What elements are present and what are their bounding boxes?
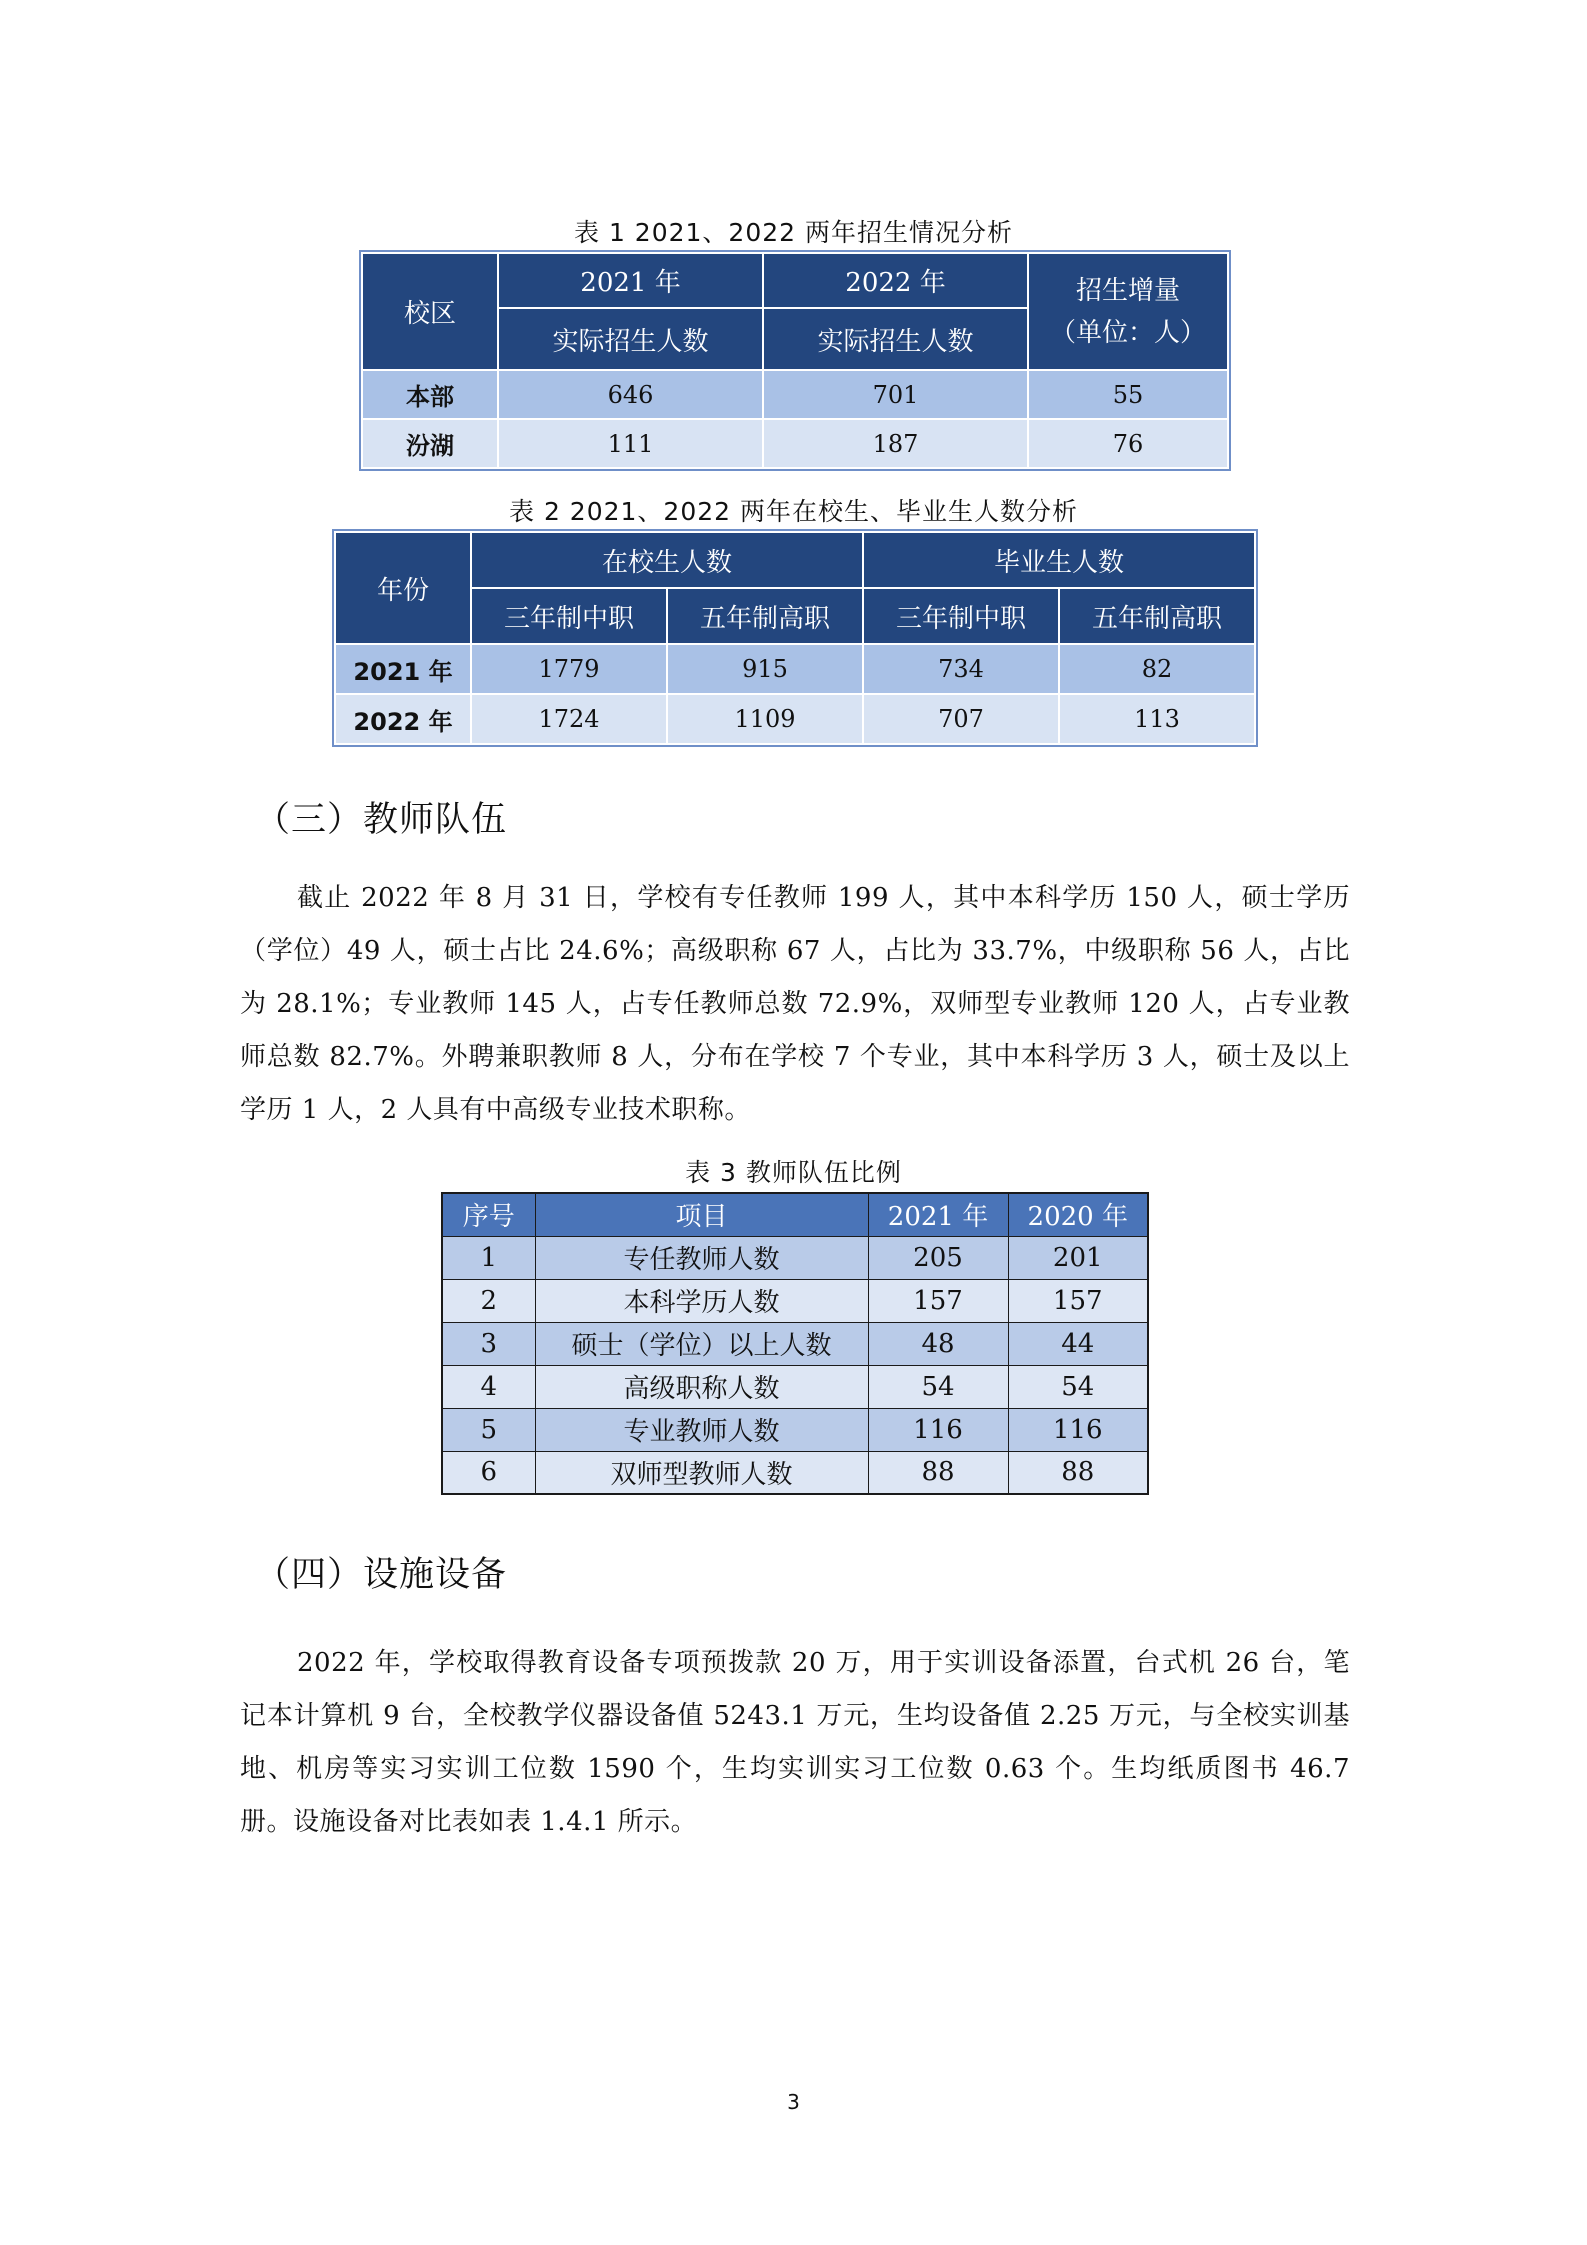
table1-header-2021: 2021 年 xyxy=(498,253,763,308)
table2-cell-year: 2021 年 xyxy=(335,644,471,694)
table1-cell: 701 xyxy=(763,370,1028,419)
table1-caption: 表 1 2021、2022 两年招生情况分析 xyxy=(574,218,1013,247)
table-row xyxy=(442,1451,1148,1494)
table1-cell-campus: 本部 xyxy=(362,370,498,419)
table3-cell: 88 xyxy=(1008,1451,1148,1494)
table2-header-sub: 五年制高职 xyxy=(1059,588,1255,644)
table1-cell: 187 xyxy=(763,419,1028,468)
table3-header-2020: 2020 年 xyxy=(1008,1193,1148,1236)
table2-cell: 82 xyxy=(1059,644,1255,694)
table3-cell-no: 2 xyxy=(442,1279,535,1322)
table3-cell-item: 专业教师人数 xyxy=(535,1408,868,1451)
table3-header-item: 项目 xyxy=(535,1193,868,1236)
table2-cell: 1779 xyxy=(471,644,667,694)
table3-cell: 201 xyxy=(1008,1236,1148,1279)
table-row xyxy=(442,1322,1148,1365)
table1-cell: 111 xyxy=(498,419,763,468)
table3-cell-item: 专任教师人数 xyxy=(535,1236,868,1279)
table1 xyxy=(361,252,1229,469)
table-row xyxy=(442,1279,1148,1322)
section4-heading: （四）设施设备 xyxy=(255,1555,508,1595)
table2-header-sub: 五年制高职 xyxy=(667,588,863,644)
table1-header-actual-2022: 实际招生人数 xyxy=(763,308,1028,370)
table3-header-no: 序号 xyxy=(442,1193,535,1236)
table3-cell: 54 xyxy=(1008,1365,1148,1408)
table3-cell: 48 xyxy=(868,1322,1008,1365)
table2-cell: 1724 xyxy=(471,694,667,744)
table-row xyxy=(442,1365,1148,1408)
table1-header-2022: 2022 年 xyxy=(763,253,1028,308)
table1-cell: 76 xyxy=(1028,419,1228,468)
section4-paragraph: 2022 年，学校取得教育设备专项预拨款 20 万，用于实训设备添置，台式机 26 台，笔记本计算机 9 台，全校教学仪器设备值 5243.1 万元，生均设备值 2.25 万元，与全校实训基地、机房等实习实训工位数 1590 个，生均实训实习工位数 0.63 个。生均纸质图书 46.7 册。设施设备对比表如表 1.4.1 所示。 xyxy=(240,1648,1350,1837)
table2-header-sub: 三年制中职 xyxy=(863,588,1059,644)
table-row xyxy=(362,370,1228,419)
table3-cell-no: 6 xyxy=(442,1451,535,1494)
table2-cell: 1109 xyxy=(667,694,863,744)
table2-cell-year: 2022 年 xyxy=(335,694,471,744)
table-row xyxy=(335,694,1255,744)
table-row xyxy=(362,419,1228,468)
table3-cell-item: 本科学历人数 xyxy=(535,1279,868,1322)
table3-cell: 157 xyxy=(868,1279,1008,1322)
table3-cell-item: 双师型教师人数 xyxy=(535,1451,868,1494)
table1-header-increase-line2: （单位：人） xyxy=(1049,317,1206,348)
table3-cell: 205 xyxy=(868,1236,1008,1279)
table1-cell-campus: 汾湖 xyxy=(362,419,498,468)
table3-cell-no: 1 xyxy=(442,1236,535,1279)
table3-cell-no: 3 xyxy=(442,1322,535,1365)
table3-cell-item: 硕士（学位）以上人数 xyxy=(535,1322,868,1365)
table3-cell: 157 xyxy=(1008,1279,1148,1322)
table3-cell: 54 xyxy=(868,1365,1008,1408)
table1-header-actual-2021: 实际招生人数 xyxy=(498,308,763,370)
table1-header-increase xyxy=(1028,253,1228,370)
table3-cell: 116 xyxy=(1008,1408,1148,1451)
table1-cell: 646 xyxy=(498,370,763,419)
section3-paragraph: 截止 2022 年 8 月 31 日，学校有专任教师 199 人，其中本科学历 150 人，硕士学历（学位）49 人，硕士占比 24.6%；高级职称 67 人，占比为 33.7%，中级职称 56 人，占比为 28.1%；专业教师 145 人，占专任教师总数 72.9%，双师型专业教师 120 人，占专业教师总数 82.7%。外聘兼职教师 8 人，分布在学校 7 个专业，其中本科学历 3 人，硕士及以上学历 1 人，2 人具有中高级专业技术职称。 xyxy=(240,883,1350,1125)
table-row xyxy=(335,644,1255,694)
table3-cell-item: 高级职称人数 xyxy=(535,1365,868,1408)
table2-header-sub: 三年制中职 xyxy=(471,588,667,644)
table3-caption: 表 3 教师队伍比例 xyxy=(685,1158,902,1187)
table1-header-increase-line1: 招生增量 xyxy=(1075,275,1180,306)
table2-header-year: 年份 xyxy=(335,532,471,644)
table3-cell: 88 xyxy=(868,1451,1008,1494)
table3-header-2021: 2021 年 xyxy=(868,1193,1008,1236)
table1-cell: 55 xyxy=(1028,370,1228,419)
table-row xyxy=(442,1408,1148,1451)
table3-cell-no: 5 xyxy=(442,1408,535,1451)
table3-cell-no: 4 xyxy=(442,1365,535,1408)
table2-header-graduates: 毕业生人数 xyxy=(863,532,1255,588)
table1-header-campus: 校区 xyxy=(362,253,498,370)
section3-heading: （三）教师队伍 xyxy=(255,800,508,840)
table2-header-enrolled: 在校生人数 xyxy=(471,532,863,588)
table2-cell: 734 xyxy=(863,644,1059,694)
table2 xyxy=(334,531,1256,745)
page-number: 3 xyxy=(787,2090,800,2114)
table2-caption: 表 2 2021、2022 两年在校生、毕业生人数分析 xyxy=(509,497,1078,526)
table3-cell: 44 xyxy=(1008,1322,1148,1365)
table2-cell: 915 xyxy=(667,644,863,694)
table2-cell: 113 xyxy=(1059,694,1255,744)
table3-cell: 116 xyxy=(868,1408,1008,1451)
table3 xyxy=(441,1192,1149,1495)
table2-cell: 707 xyxy=(863,694,1059,744)
table-row xyxy=(442,1236,1148,1279)
